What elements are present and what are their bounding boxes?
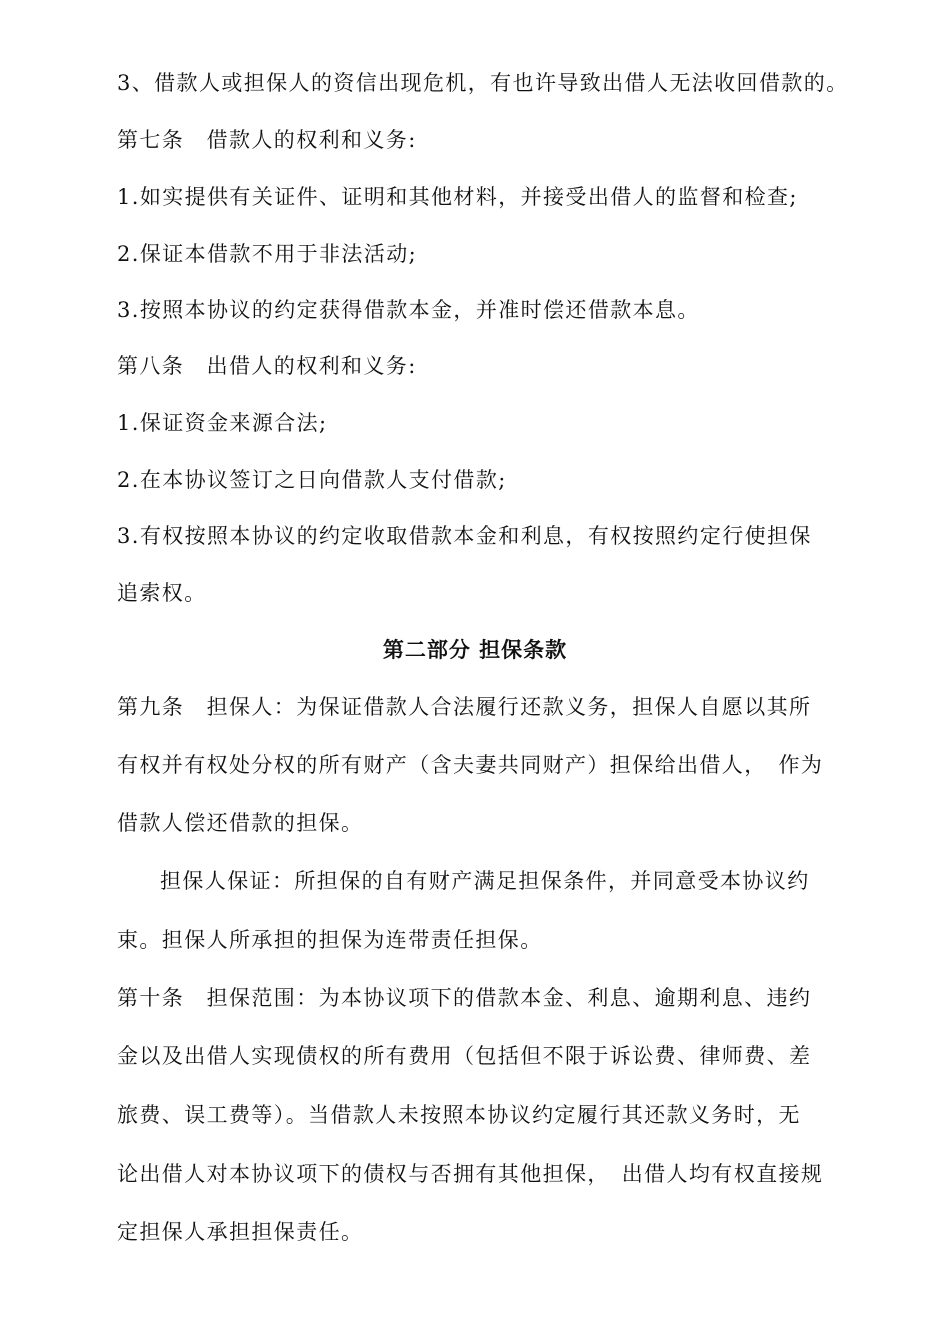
article-9-line-2: 有权并有权处分权的所有财产（含夫妻共同财产）担保给出借人， 作为 [117,753,824,777]
article-10-line-1: 第十条 担保范围：为本协议项下的借款本金、利息、逾期利息、违约 [117,986,812,1010]
article-10-line-2: 金以及出借人实现债权的所有费用（包括但不限于诉讼费、律师费、差 [117,1044,812,1068]
article-9-line-3: 借款人偿还借款的担保。 [117,811,364,835]
article-10-line-3: 旅费、误工费等）。当借款人未按照本协议约定履行其还款义务时，无 [117,1103,801,1127]
article-8-item-3: 3.有权按照本协议的约定收取借款本金和利息，有权按照约定行使担保 [117,524,812,548]
clause-6-item-3: 3、借款人或担保人的资信出现危机，有也许导致出借人无法收回借款的。 [117,71,849,95]
article-7-item-1: 1.如实提供有关证件、证明和其他材料，并接受出借人的监督和检查; [117,185,798,209]
article-8-item-3-cont: 追索权。 [117,581,207,605]
article-7-heading: 第七条 借款人的权利和义务: [117,128,417,152]
article-7-item-3: 3.按照本协议的约定获得借款本金，并准时偿还借款本息。 [117,298,700,322]
article-10-line-5: 定担保人承担担保责任。 [117,1220,364,1244]
article-9-line-1: 第九条 担保人：为保证借款人合法履行还款义务，担保人自愿以其所 [117,695,812,719]
article-8-item-2: 2.在本协议签订之日向借款人支付借款; [117,468,507,492]
article-7-item-2: 2.保证本借款不用于非法活动; [117,242,418,266]
guarantor-warranty-line-1: 担保人保证：所担保的自有财产满足担保条件，并同意受本协议约 [160,869,810,893]
article-10-line-4: 论出借人对本协议项下的债权与否拥有其他担保， 出借人均有权直接规 [117,1162,824,1186]
guarantor-warranty-line-2: 束。担保人所承担的担保为连带责任担保。 [117,928,543,952]
section-heading: 第二部分 担保条款 [382,638,568,662]
article-8-heading: 第八条 出借人的权利和义务: [117,354,417,378]
article-8-item-1: 1.保证资金来源合法; [117,411,328,435]
